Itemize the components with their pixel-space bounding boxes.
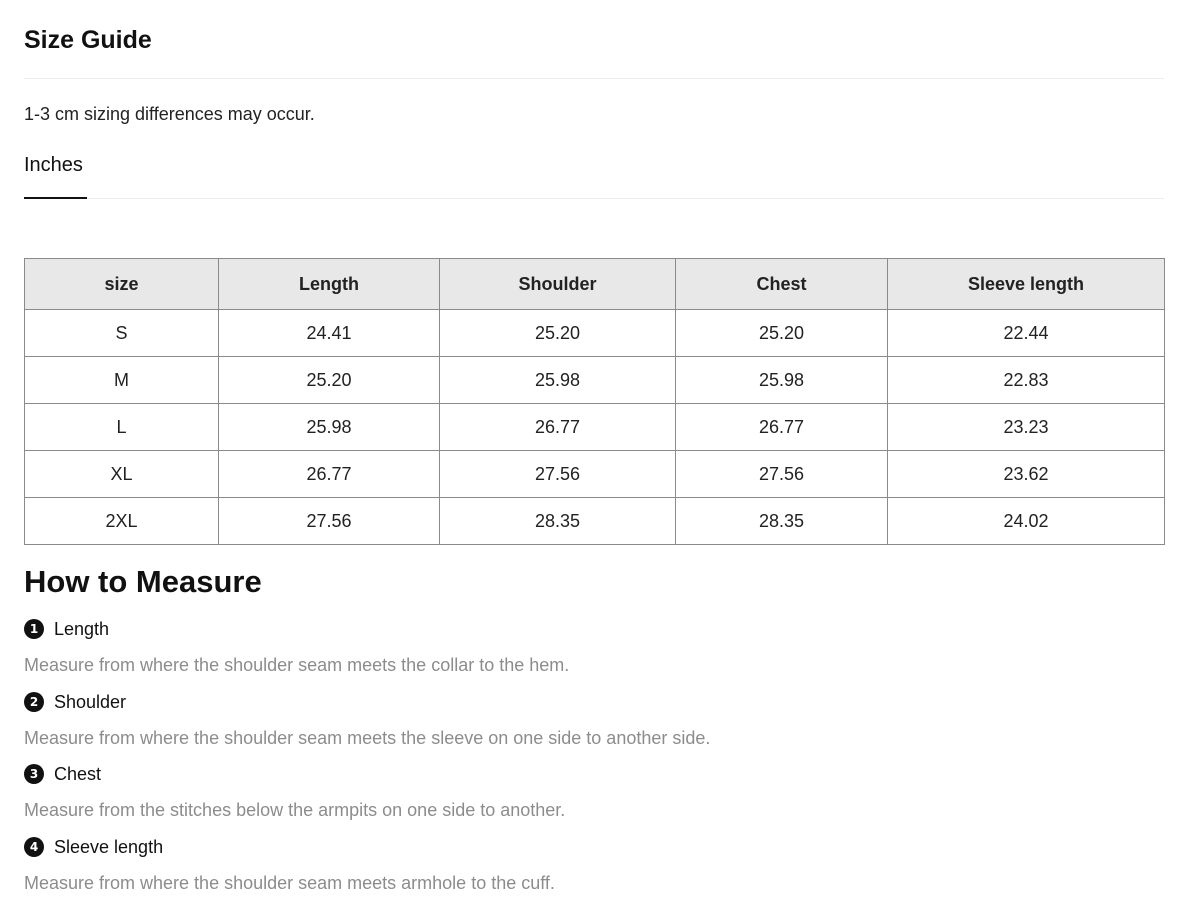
table-cell-chest: 28.35	[676, 498, 888, 545]
table-cell-shoulder: 28.35	[440, 498, 676, 545]
step-label: Shoulder	[54, 692, 127, 712]
table-cell-chest: 25.98	[676, 357, 888, 404]
table-cell-length: 25.98	[219, 404, 440, 451]
how-to-measure-title: How to Measure	[24, 564, 262, 599]
column-header-shoulder: Shoulder	[440, 259, 676, 310]
table-cell-shoulder: 26.77	[440, 404, 676, 451]
measure-step-shoulder	[24, 690, 126, 714]
table-cell-length: 24.41	[219, 310, 440, 357]
active-tab-indicator	[24, 197, 87, 199]
table-cell-sleeve-length: 23.62	[888, 451, 1165, 498]
size-table	[24, 258, 1165, 545]
table-cell-length: 26.77	[219, 451, 440, 498]
measure-step-length	[24, 617, 109, 641]
step-description: Measure from the stitches below the armpits on one side to another.	[24, 800, 566, 820]
table-cell-sleeve-length: 22.44	[888, 310, 1165, 357]
table-cell-sleeve-length: 24.02	[888, 498, 1165, 545]
tab-inches[interactable]: Inches	[24, 154, 83, 176]
page-title: Size Guide	[24, 26, 152, 54]
table-cell-shoulder: 27.56	[440, 451, 676, 498]
table-cell-chest: 27.56	[676, 451, 888, 498]
column-header-chest: Chest	[676, 259, 888, 310]
step-label: Length	[54, 619, 110, 639]
column-header-length: Length	[219, 259, 440, 310]
table-row	[25, 404, 1165, 451]
column-header-sleeve-length: Sleeve length	[888, 259, 1165, 310]
step-description: Measure from where the shoulder seam meets armhole to the cuff.	[24, 873, 555, 893]
table-cell-size: M	[25, 357, 219, 404]
table-cell-shoulder: 25.20	[440, 310, 676, 357]
table-header-row	[25, 259, 1165, 310]
title-divider	[24, 78, 1164, 79]
sizing-note: 1-3 cm sizing differences may occur.	[24, 104, 315, 124]
table-cell-chest: 26.77	[676, 404, 888, 451]
measure-step-chest	[24, 762, 101, 786]
table-cell-size: 2XL	[25, 498, 219, 545]
step-label: Sleeve length	[54, 837, 164, 857]
table-row	[25, 357, 1165, 404]
table-cell-chest: 25.20	[676, 310, 888, 357]
number-one-icon: 1	[24, 619, 44, 639]
table-cell-length: 25.20	[219, 357, 440, 404]
step-description: Measure from where the shoulder seam meets the collar to the hem.	[24, 655, 570, 675]
number-two-icon: 2	[24, 692, 44, 712]
table-row	[25, 498, 1165, 545]
number-four-icon: 4	[24, 837, 44, 857]
table-row	[25, 310, 1165, 357]
table-cell-sleeve-length: 23.23	[888, 404, 1165, 451]
measure-step-sleeve-length	[24, 835, 163, 859]
table-row	[25, 451, 1165, 498]
column-header-size: size	[25, 259, 219, 310]
step-label: Chest	[54, 764, 102, 784]
table-cell-sleeve-length: 22.83	[888, 357, 1165, 404]
table-cell-size: S	[25, 310, 219, 357]
table-cell-size: XL	[25, 451, 219, 498]
table-cell-size: L	[25, 404, 219, 451]
number-three-icon: 3	[24, 764, 44, 784]
table-cell-shoulder: 25.98	[440, 357, 676, 404]
step-description: Measure from where the shoulder seam meets the sleeve on one side to another side.	[24, 728, 711, 748]
tab-divider	[24, 198, 1164, 199]
table-cell-length: 27.56	[219, 498, 440, 545]
